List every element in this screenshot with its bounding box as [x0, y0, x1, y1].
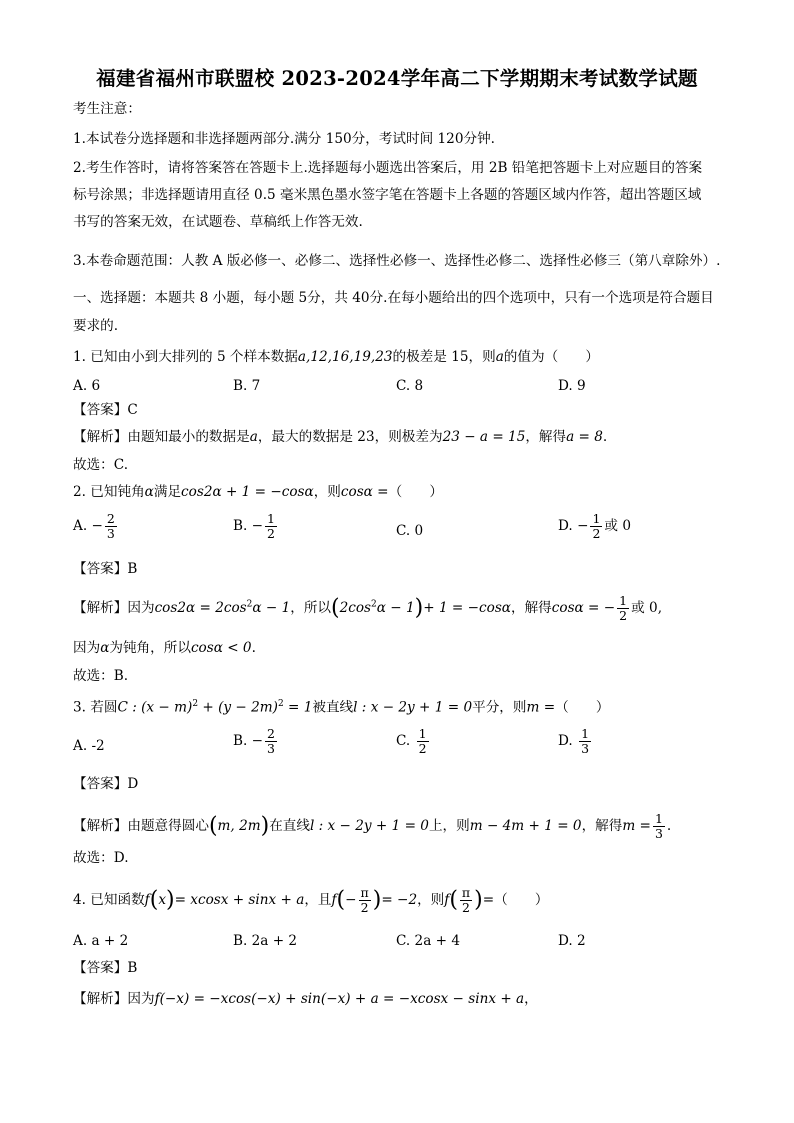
question-3-option-d: D. $\frac{1}{3}$ [558, 726, 590, 756]
question-3-option-a: A. -2 [73, 738, 105, 754]
question-4-option-d: D. 2 [558, 933, 586, 949]
question-4-option-a: A. a + 2 [73, 933, 129, 949]
notice-item-2-line-1: 2.考生作答时，请将答案答在答题卡上.选择题每小题选出答案后，用 2B 铅笔把答题卡上对应题目的答案 [73, 160, 703, 176]
notice-item-2-line-3: 书写的答案无效，在试题卷、草稿纸上作答无效. [73, 214, 363, 230]
notice-heading: 考生注意： [73, 101, 141, 117]
question-4-stem: 4. 已知函数f(x)= xcosx + sinx + a，且f(− $\frac{\pi}{2}$ )= −2，则f( $\frac{\pi}{2}$ )=（ ） [73, 885, 549, 915]
question-1-analysis: 【解析】由题知最小的数据是a，最大的数据是 23，则极差为23 − a = 15，解得a = 8. [73, 429, 608, 445]
question-3-option-b: B. − $\frac{2}{3}$ [233, 726, 275, 756]
question-3-analysis: 【解析】由题意得圆心(m, 2m)在直线l : x − 2y + 1 = 0上，则m − 4m + 1 = 0，解得m = $\frac{1}{3}$ . [73, 811, 672, 841]
question-2-analysis-line-2: 因为α为钝角，所以cosα < 0. [73, 640, 256, 656]
question-1-option-b: B. 7 [233, 378, 261, 394]
question-2-stem: 2. 已知钝角α满足cos2α + 1 = −cosα，则cosα =（ ） [73, 484, 443, 500]
question-4-analysis: 【解析】因为f(−x) = −xcos(−x) + sin(−x) + a = −xcosx − sinx + a， [73, 991, 538, 1007]
question-1-stem: 1. 已知由小到大排列的 5 个样本数据a,12,16,19,23的极差是 15，则a的值为（ ） [73, 349, 599, 365]
question-1-option-c: C. 8 [396, 378, 424, 394]
notice-item-3: 3.本卷命题范围：人教 A 版必修一、必修二、选择性必修一、选择性必修二、选择性必修三（第八章除外）. [73, 253, 721, 269]
question-2-conclusion: 故选：B. [73, 668, 129, 684]
question-1-option-d: D. 9 [558, 378, 586, 394]
question-1-conclusion: 故选：C. [73, 457, 129, 473]
question-1-answer: 【答案】C [73, 402, 138, 418]
question-4-option-b: B. 2a + 2 [233, 933, 298, 949]
question-4-option-c: C. 2a + 4 [396, 933, 460, 949]
question-4-answer: 【答案】B [73, 960, 138, 976]
question-1-option-a: A. 6 [73, 378, 101, 394]
page-title: 福建省福州市联盟校 2023-2024学年高二下学期期末考试数学试题 [96, 67, 698, 90]
question-3-option-c: C. $\frac{1}{2}$ [396, 726, 427, 756]
question-3-stem: 3. 若圆C : $(x - m)^2 + (y - 2m)^2 = 1$被直线l : x − 2y + 1 = 0平分，则m =（ ） [73, 699, 610, 716]
notice-item-1: 1.本试卷分选择题和非选择题两部分.满分 150分，考试时间 120分钟. [73, 131, 495, 147]
section-heading-line-2: 要求的. [73, 318, 119, 334]
question-2-answer: 【答案】B [73, 561, 138, 577]
question-3-conclusion: 故选：D. [73, 850, 129, 866]
question-2-option-d: D. − $\frac{1}{2}$ 或 0 [558, 511, 631, 541]
question-2-analysis: 【解析】因为$\cos 2\alpha = 2\cos^2\alpha - 1$，所以$(2\cos^2\alpha - 1)+ 1 = -\cos\alpha$，解得cosα = − $\frac{1}{2}$ 或 0, [73, 593, 663, 623]
question-2-option-a: A. − $\frac{2}{3}$ [73, 511, 115, 541]
section-heading-line-1: 一、选择题：本题共 8 小题，每小题 5分，共 40分.在每小题给出的四个选项中，只有一个选项是符合题目 [73, 290, 714, 306]
question-3-answer: 【答案】D [73, 776, 139, 792]
question-2-option-c: C. 0 [396, 523, 424, 539]
notice-item-2-line-2: 标号涂黑；非选择题请用直径 0.5 毫米黑色墨水签字笔在答题卡上各题的答题区域内作答，超出答题区域 [73, 187, 702, 203]
question-2-option-b: B. − $\frac{1}{2}$ [233, 511, 275, 541]
